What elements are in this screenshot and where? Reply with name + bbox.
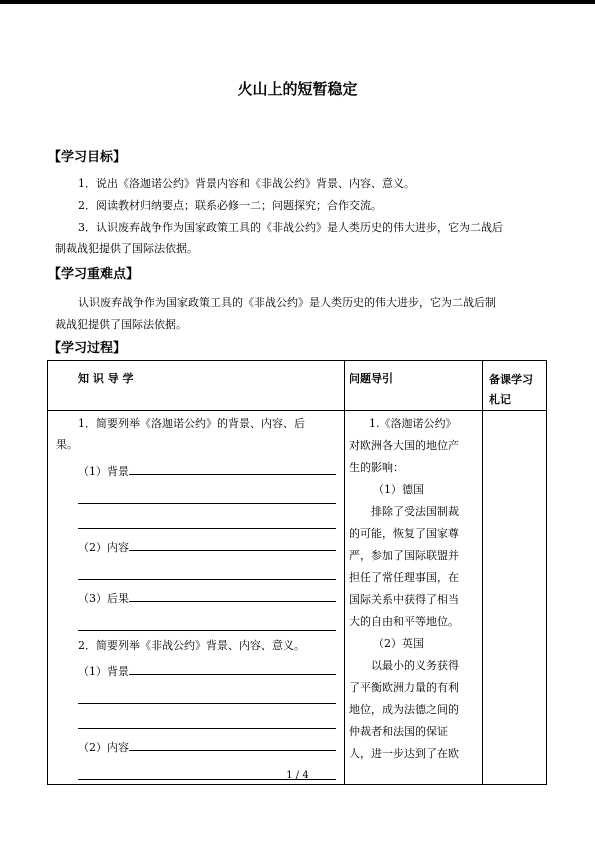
questions-cell [345, 411, 483, 785]
q1-result-line-2[interactable] [78, 614, 336, 631]
mid-line: 担任了常任理事国，在 [349, 571, 459, 584]
mid-line: 仲裁者和法国的保证 [349, 725, 448, 738]
mid-line: 地位，成为法德之间的 [349, 703, 459, 716]
study-table [47, 360, 547, 785]
mid-line: 1.《洛迦诺公约》 [369, 417, 457, 430]
q1-result-field[interactable] [129, 585, 336, 602]
goal-item-3-cont: 制裁战犯提供了国际法依据。 [55, 242, 198, 255]
mid-line: 的可能，恢复了国家尊 [349, 527, 459, 540]
mid-line: 以最小的义务获得 [371, 659, 459, 672]
key-line-2: 裁战犯提供了国际法依据。 [55, 318, 187, 331]
q2-content-row: （2）内容 [56, 733, 336, 755]
key-line-1: 认识废弃战争作为国家政策工具的《非战公约》是人类历史的伟大进步，它为二战后制 [78, 296, 496, 309]
q1-content-row: （2）内容 [56, 533, 336, 555]
q2-background-line-3[interactable] [78, 712, 336, 729]
goals-heading: 【学习目标】 [48, 150, 127, 165]
notes-cell[interactable] [483, 411, 547, 785]
mid-line: （1）德国 [373, 483, 424, 496]
q1-background-line-3[interactable] [78, 512, 336, 529]
q1-content-line-2[interactable] [78, 563, 336, 580]
mid-line: 对欧洲各大国的地位产 [349, 439, 459, 452]
goal-item-2: 2．阅读教材归纳要点；联系必修一二；问题探究；合作交流。 [78, 199, 382, 212]
mid-line: 严，参加了国际联盟并 [349, 549, 459, 562]
q2-background-field[interactable] [129, 658, 336, 675]
mid-line: 排除了受法国制裁 [371, 505, 459, 518]
goal-item-1: 1．说出《洛迦诺公约》背景内容和《非战公约》背景、内容、意义。 [78, 177, 415, 190]
goal-item-3: 3．认识废弃战争作为国家政策工具的《非战公约》是人类历史的伟大进步，它为二战后 [78, 221, 503, 234]
q2-background-line-2[interactable] [78, 687, 336, 704]
q1-background-field[interactable] [129, 458, 336, 475]
mid-line: 了平衡欧洲力量的有利 [349, 681, 459, 694]
top-border [0, 0, 595, 4]
mid-line: 国际关系中获得了相当 [349, 593, 459, 606]
header-knowledge: 知 识 导 学 [48, 361, 345, 411]
mid-line: 生的影响： [349, 461, 404, 474]
mid-line: 人，进一步达到了在欧 [349, 747, 459, 760]
header-notes: 备课学习 札记 [483, 361, 547, 411]
q2-background-row: （1）背景 [56, 657, 336, 679]
process-heading: 【学习过程】 [48, 341, 127, 356]
header-questions: 问题导引 [345, 361, 483, 411]
q1-content-field[interactable] [129, 534, 336, 551]
key-heading: 【学习重难点】 [48, 267, 140, 282]
q1-background-line-2[interactable] [78, 487, 336, 504]
knowledge-cell [48, 411, 345, 785]
page-title: 火山上的短暂稳定 [237, 80, 358, 98]
q2-content-field[interactable] [129, 734, 336, 751]
q1-text: 1．简要列举《洛迦诺公约》的背景、内容、后 [78, 417, 305, 430]
q1-result-row: （3）后果 [56, 584, 336, 606]
mid-line: 大的自由和平等地位。 [349, 615, 459, 628]
q1-background-row: （1）背景 [56, 457, 336, 479]
page-number: 1 / 4 [286, 770, 309, 781]
mid-line: （2）英国 [373, 637, 424, 650]
q1-text-cont: 果。 [56, 438, 78, 451]
q2-text: 2．简要列举《非战公约》背景、内容、意义。 [78, 639, 305, 652]
